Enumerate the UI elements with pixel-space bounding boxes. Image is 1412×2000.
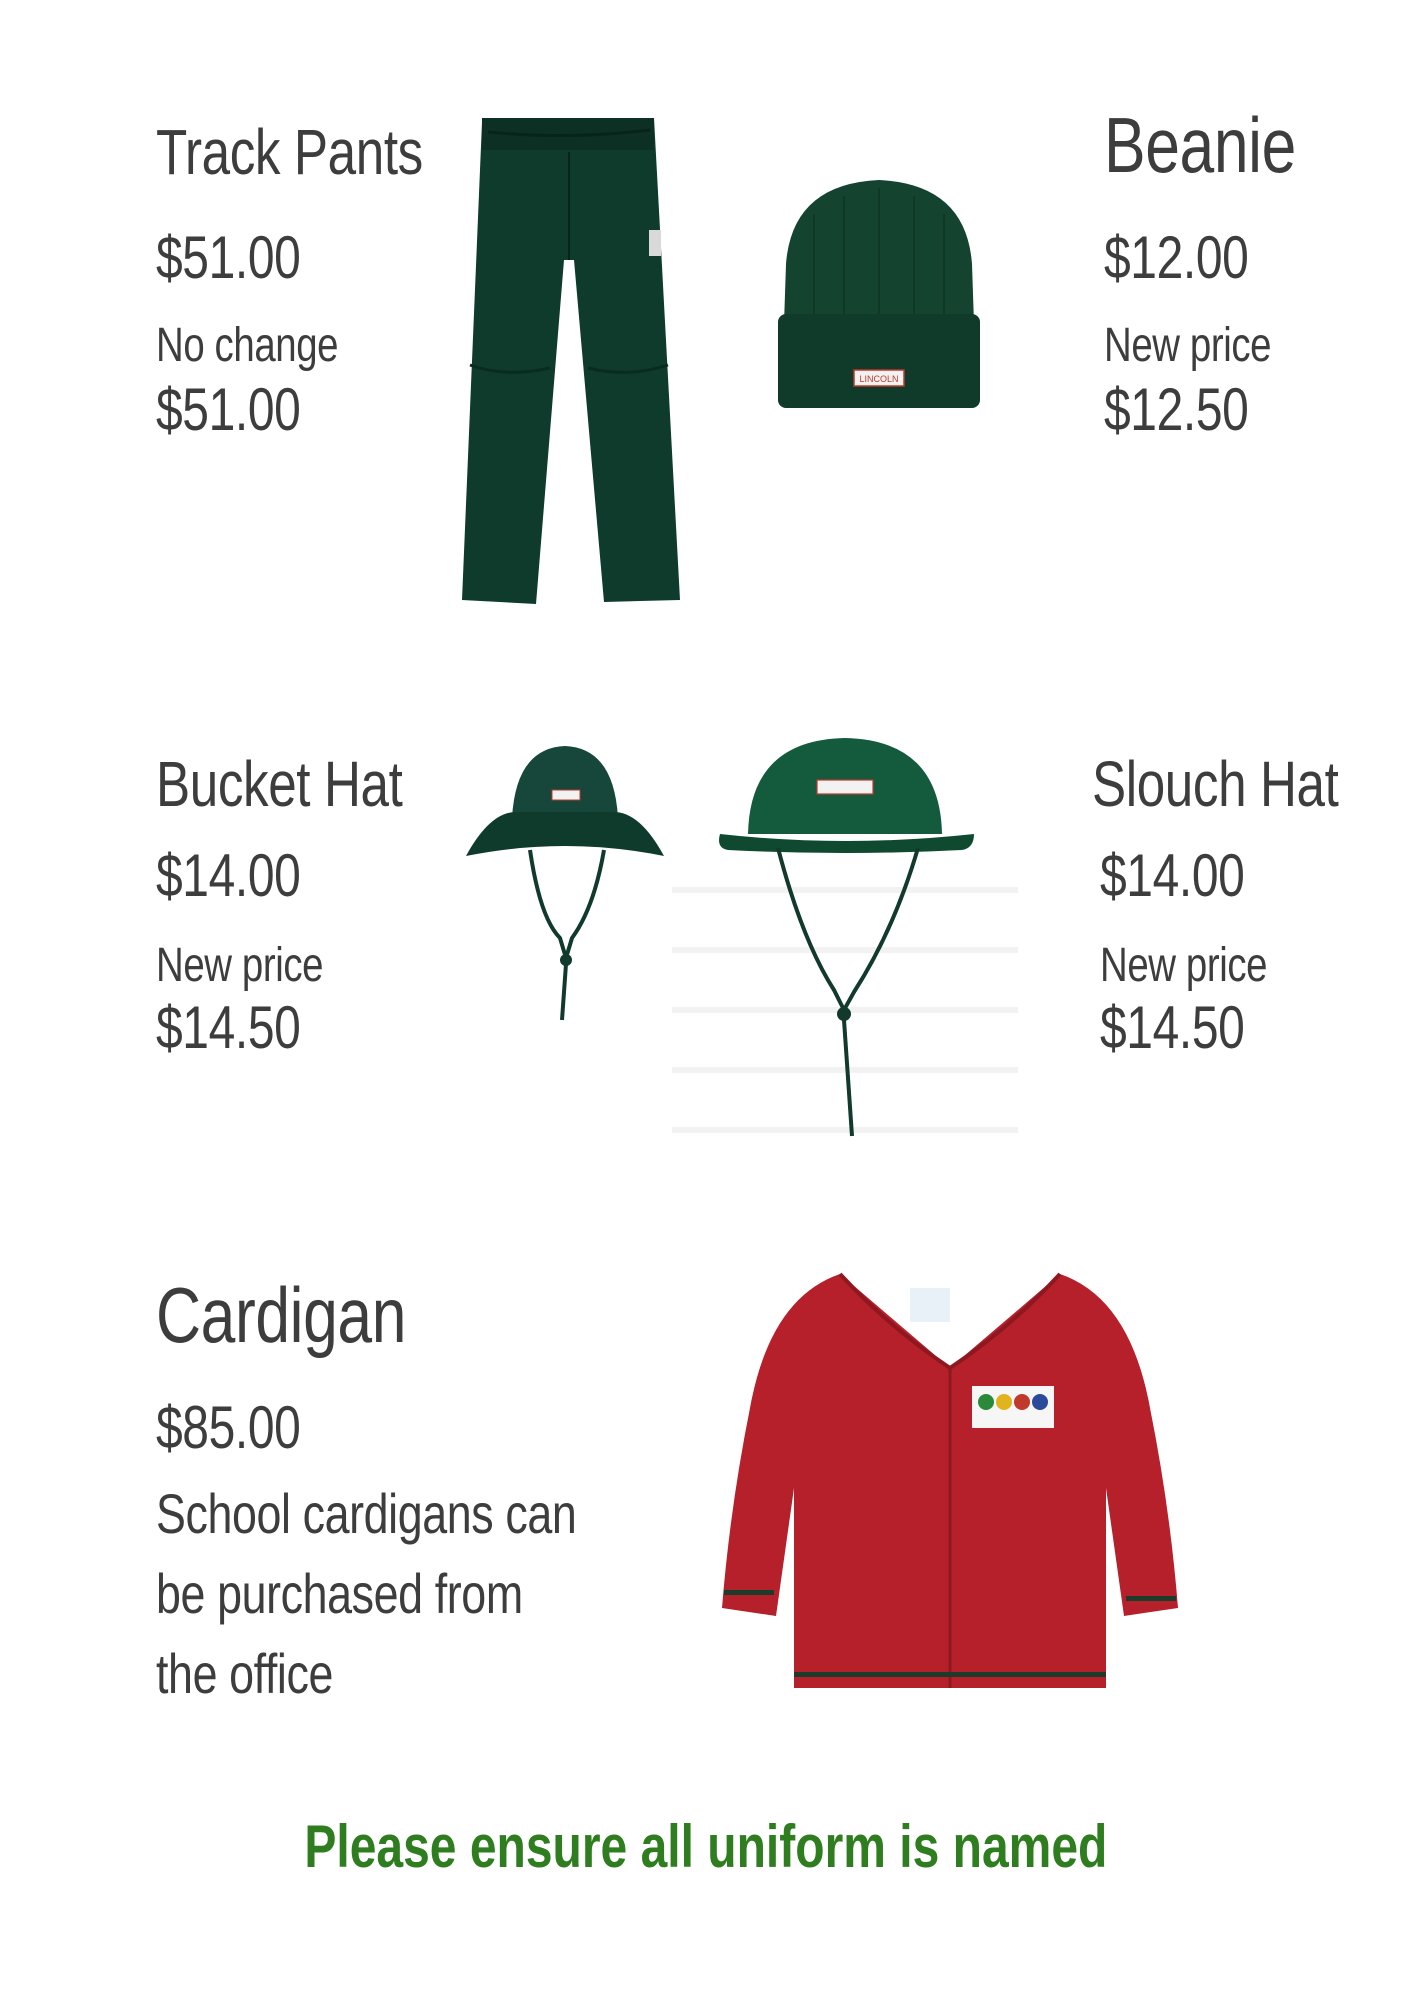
slouch-hat-new-price: $14.50 <box>1100 994 1245 1061</box>
footer-text: Please ensure all uniform is named <box>304 1813 1108 1880</box>
footer-notice <box>0 1812 1412 1881</box>
beanie-image <box>774 174 984 414</box>
beanie-name: Beanie <box>1104 101 1296 189</box>
track-pants-note: No change <box>156 319 339 372</box>
track-pants-name: Track Pants <box>156 116 423 188</box>
track-pants-image <box>458 110 682 610</box>
bucket-hat-name: Bucket Hat <box>156 748 403 820</box>
track-pants-new-price: $51.00 <box>156 376 301 443</box>
track-pants-price: $51.00 <box>156 224 301 291</box>
cardigan-name: Cardigan <box>156 1271 407 1359</box>
beanie-new-price: $12.50 <box>1104 376 1249 443</box>
slouch-hat-price: $14.00 <box>1100 842 1245 909</box>
beanie-note: New price <box>1104 319 1272 372</box>
cardigan-image <box>720 1268 1180 1692</box>
bucket-hat-new-price: $14.50 <box>156 994 301 1061</box>
slouch-hat-image <box>672 730 1018 1144</box>
cardigan-price: $85.00 <box>156 1394 301 1461</box>
cardigan-description: School cardigans can be purchased from the office <box>156 1482 577 1705</box>
slouch-hat-note: New price <box>1100 939 1268 992</box>
bucket-hat-note: New price <box>156 939 324 992</box>
beanie-price: $12.00 <box>1104 224 1249 291</box>
slouch-hat-name: Slouch Hat <box>1092 748 1339 820</box>
bucket-hat-image <box>460 738 670 1028</box>
beanie-label-text: LINCOLN <box>859 374 899 384</box>
bucket-hat-price: $14.00 <box>156 842 301 909</box>
